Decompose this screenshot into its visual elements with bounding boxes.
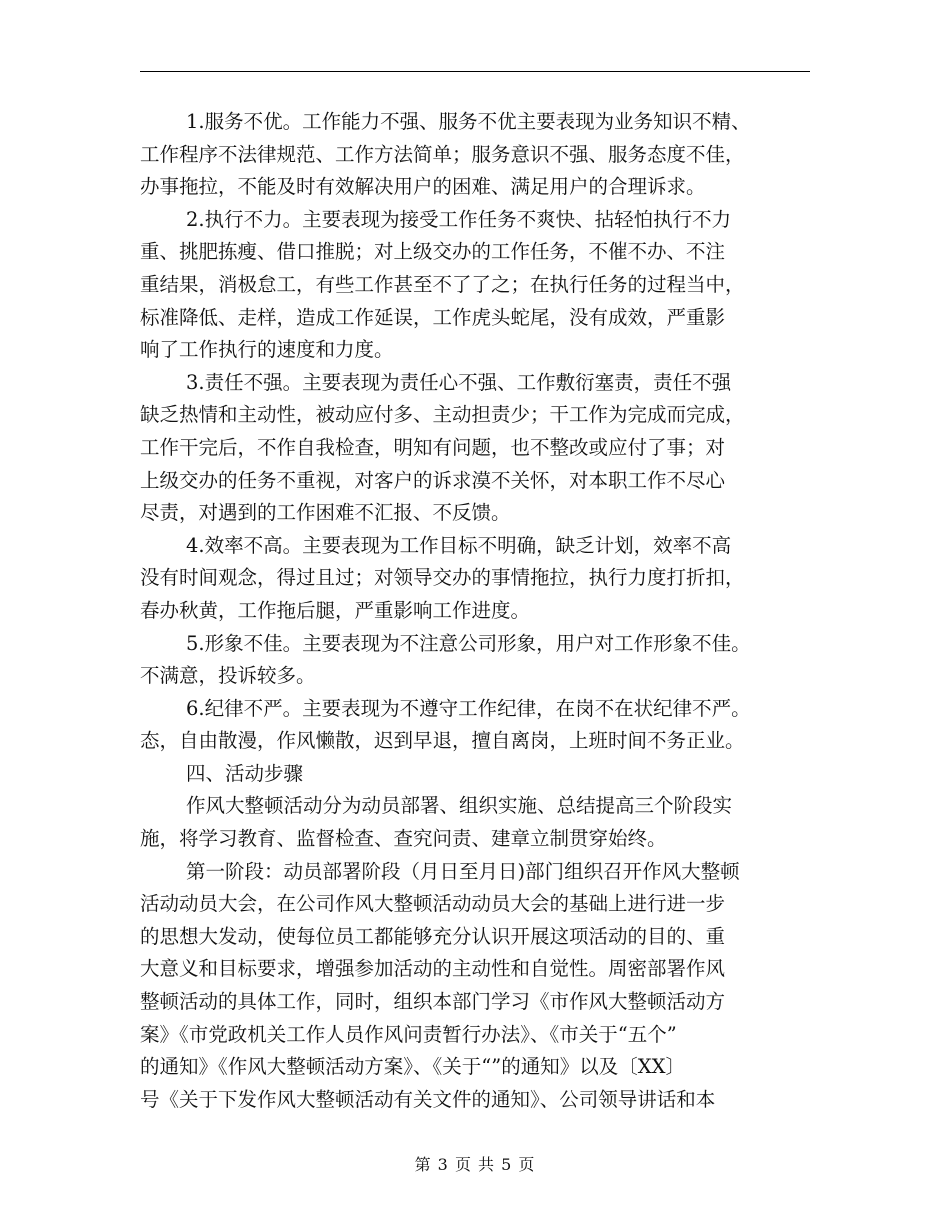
- text-line: 的思想大发动，使每位员工都能够充分认识开展这项活动的目的、重: [140, 924, 726, 948]
- text-line: 2.执行不力。主要表现为接受工作任务不爽快、拈轻怕执行不力: [186, 207, 732, 231]
- text-line: 尽责，对遇到的工作困难不汇报、不反馈。: [140, 501, 511, 525]
- text-line: 1.服务不优。工作能力不强、服务不优主要表现为业务知识不精、: [186, 110, 751, 133]
- text-line: 上级交办的任务不重视，对客户的诉求漠不关怀，对本职工作不尽心: [140, 468, 726, 492]
- text-line: 工作程序不法律规范、工作方法简单；服务意识不强、服务态度不佳，: [140, 142, 745, 166]
- text-line: 标准降低、走样，造成工作延误，工作虎头蛇尾，没有成效，严重影: [140, 305, 726, 329]
- header-rule: [140, 71, 810, 72]
- text-line: 施，将学习教育、监督检查、查究问责、建章立制贯穿始终。: [140, 827, 667, 851]
- page-number: 第 3 页 共 5 页: [414, 1155, 536, 1174]
- text-line: 5.形象不佳。主要表现为不注意公司形象，用户对工作形象不佳。: [186, 631, 751, 655]
- document-body: [140, 106, 812, 1116]
- text-line: 4.效率不高。主要表现为工作目标不明确，缺乏计划，效率不高: [186, 533, 732, 557]
- text-line: 重、挑肥拣瘦、借口推脱；对上级交办的工作任务，不催不办、不注: [140, 240, 726, 264]
- text-line: 不满意，投诉较多。: [140, 664, 316, 688]
- text-line: 工作干完后，不作自我检查，明知有问题，也不整改或应付了事；对: [140, 435, 726, 459]
- text-line: 重结果，消极怠工，有些工作甚至不了了之；在执行任务的过程当中，: [140, 272, 745, 296]
- text-line: 态，自由散漫，作风懒散，迟到早退，擅自离岗，上班时间不务正业。: [140, 729, 745, 753]
- text-line: 春办秋黄，工作拖后腿，严重影响工作进度。: [140, 598, 531, 622]
- text-line: 案》《市党政机关工作人员作风问责暂行办法》、《市关于“五个”: [140, 1022, 677, 1046]
- text-line: 办事拖拉，不能及时有效解决用户的困难、满足用户的合理诉求。: [140, 175, 706, 199]
- text-line: 的通知》《作风大整顿活动方案》、《关于“”的通知》以及〔XX〕: [140, 1055, 685, 1079]
- text-line: 3.责任不强。主要表现为责任心不强、工作敷衍塞责，责任不强: [186, 370, 732, 394]
- text-line: 响了工作执行的速度和力度。: [140, 338, 394, 362]
- text-line: 缺乏热情和主动性，被动应付多、主动担责少；干工作为完成而完成，: [140, 403, 745, 427]
- section-heading: 四、活动步骤: [186, 761, 304, 785]
- text-line: 号《关于下发作风大整顿活动有关文件的通知》、公司领导讲话和本: [140, 1087, 716, 1111]
- text-line: 作风大整顿活动分为动员部署、组织实施、总结提高三个阶段实: [186, 794, 733, 818]
- text-line: 6.纪律不严。主要表现为不遵守工作纪律，在岗不在状纪律不严。: [186, 696, 751, 720]
- text-line: 大意义和目标要求，增强参加活动的主动性和自觉性。周密部署作风: [140, 957, 726, 981]
- text-line: 没有时间观念，得过且过；对领导交办的事情拖拉，执行力度打折扣，: [140, 566, 745, 590]
- text-line: 整顿活动的具体工作，同时，组织本部门学习《市作风大整顿活动方: [140, 990, 726, 1014]
- text-line: 第一阶段：动员部署阶段（月日至月日)部门组织召开作风大整顿: [186, 859, 740, 883]
- text-line: 活动动员大会，在公司作风大整顿活动动员大会的基础上进行进一步: [140, 892, 726, 916]
